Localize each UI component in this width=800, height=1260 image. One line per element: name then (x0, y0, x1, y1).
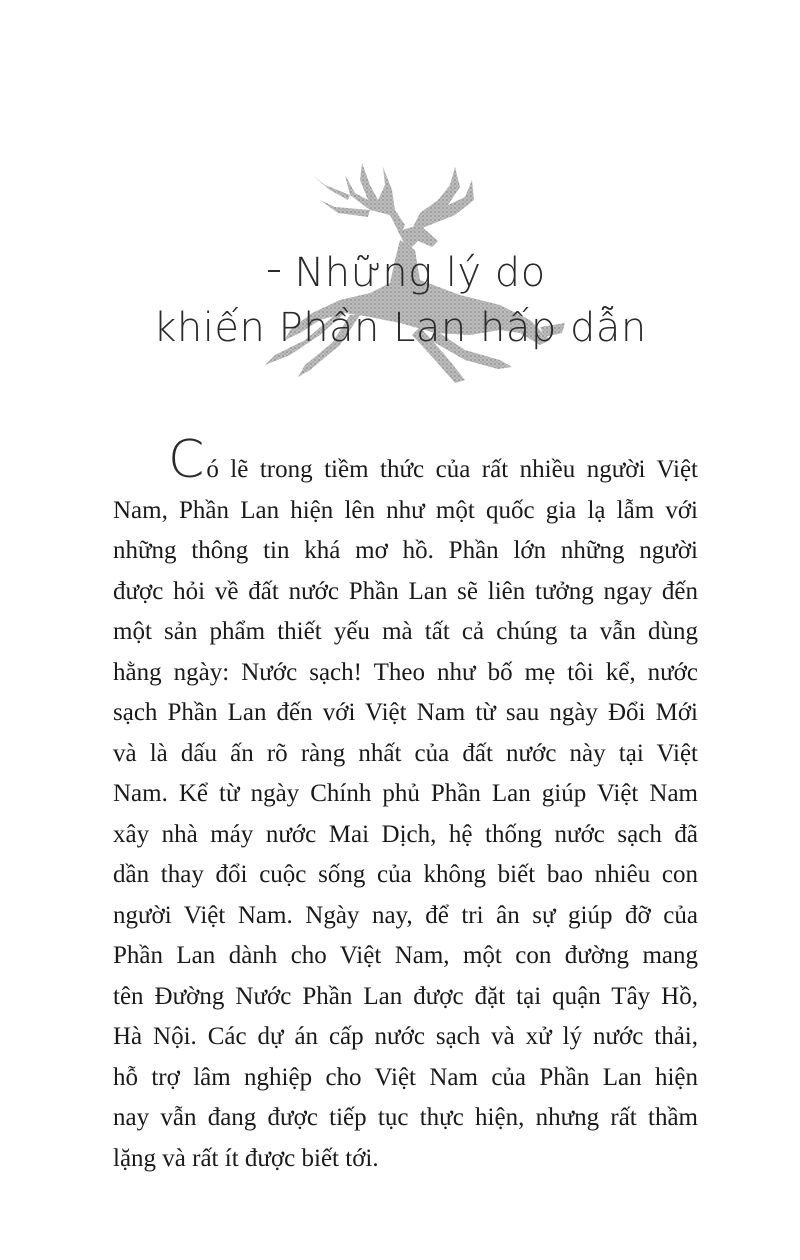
paragraph-line: Phần Lan dành cho Việt Nam, một con đường mang (113, 942, 698, 969)
paragraph-line (113, 430, 698, 491)
paragraph-line: hỗ trợ lâm nghiệp cho Việt Nam của Phần Lan hiện (113, 1063, 698, 1091)
paragraph-line-text: ó lẽ trong tiềm thức của rất nhiều người Việt (206, 456, 698, 483)
paragraph-line: hằng ngày: Nước sạch! Theo như bố mẹ tôi kể, nước (113, 658, 698, 686)
paragraph-line: nay vẫn đang được tiếp tục thực hiện, nhưng rất thầm (113, 1104, 698, 1131)
paragraph-line: người Việt Nam. Ngày nay, để tri ân sự giúp đỡ của (113, 901, 698, 929)
paragraph-line: và là dấu ấn rõ ràng nhất của đất nước này tại Việt (113, 739, 698, 767)
paragraph-line: xây nhà máy nước Mai Dịch, hệ thống nước sạch đã (113, 820, 698, 848)
paragraph-line: một sản phẩm thiết yếu mà tất cả chúng ta vẫn dùng (113, 618, 698, 645)
paragraph-line: dần thay đổi cuộc sống của không biết bao nhiêu con (113, 861, 698, 888)
chapter-title-line-2: khiến Phần Lan hấp dẫn (153, 305, 647, 351)
paragraph-line: Hà Nội. Các dự án cấp nước sạch và xử lý nước thải, (113, 1023, 698, 1050)
chapter-paragraph (113, 430, 698, 1179)
paragraph-line: lặng và rất ít được biết tới. (113, 1144, 379, 1172)
paragraph-line: Nam, Phần Lan hiện lên như một quốc gia lạ lẫm với (113, 496, 698, 524)
paragraph-line: tên Đường Nước Phần Lan được đặt tại quận Tây Hồ, (113, 982, 698, 1010)
chapter-title-line-1: Những lý do (294, 250, 546, 296)
paragraph-line: sạch Phần Lan đến với Việt Nam từ sau ngày Đổi Mới (113, 699, 698, 726)
paragraph-line: những thông tin khá mơ hồ. Phần lớn những người (113, 537, 698, 564)
drop-cap-letter: C (168, 430, 205, 490)
paragraph-line: được hỏi về đất nước Phần Lan sẽ liên tưởng ngay đến (113, 577, 698, 605)
paragraph-line: Nam. Kể từ ngày Chính phủ Phần Lan giúp Việt Nam (113, 780, 698, 807)
